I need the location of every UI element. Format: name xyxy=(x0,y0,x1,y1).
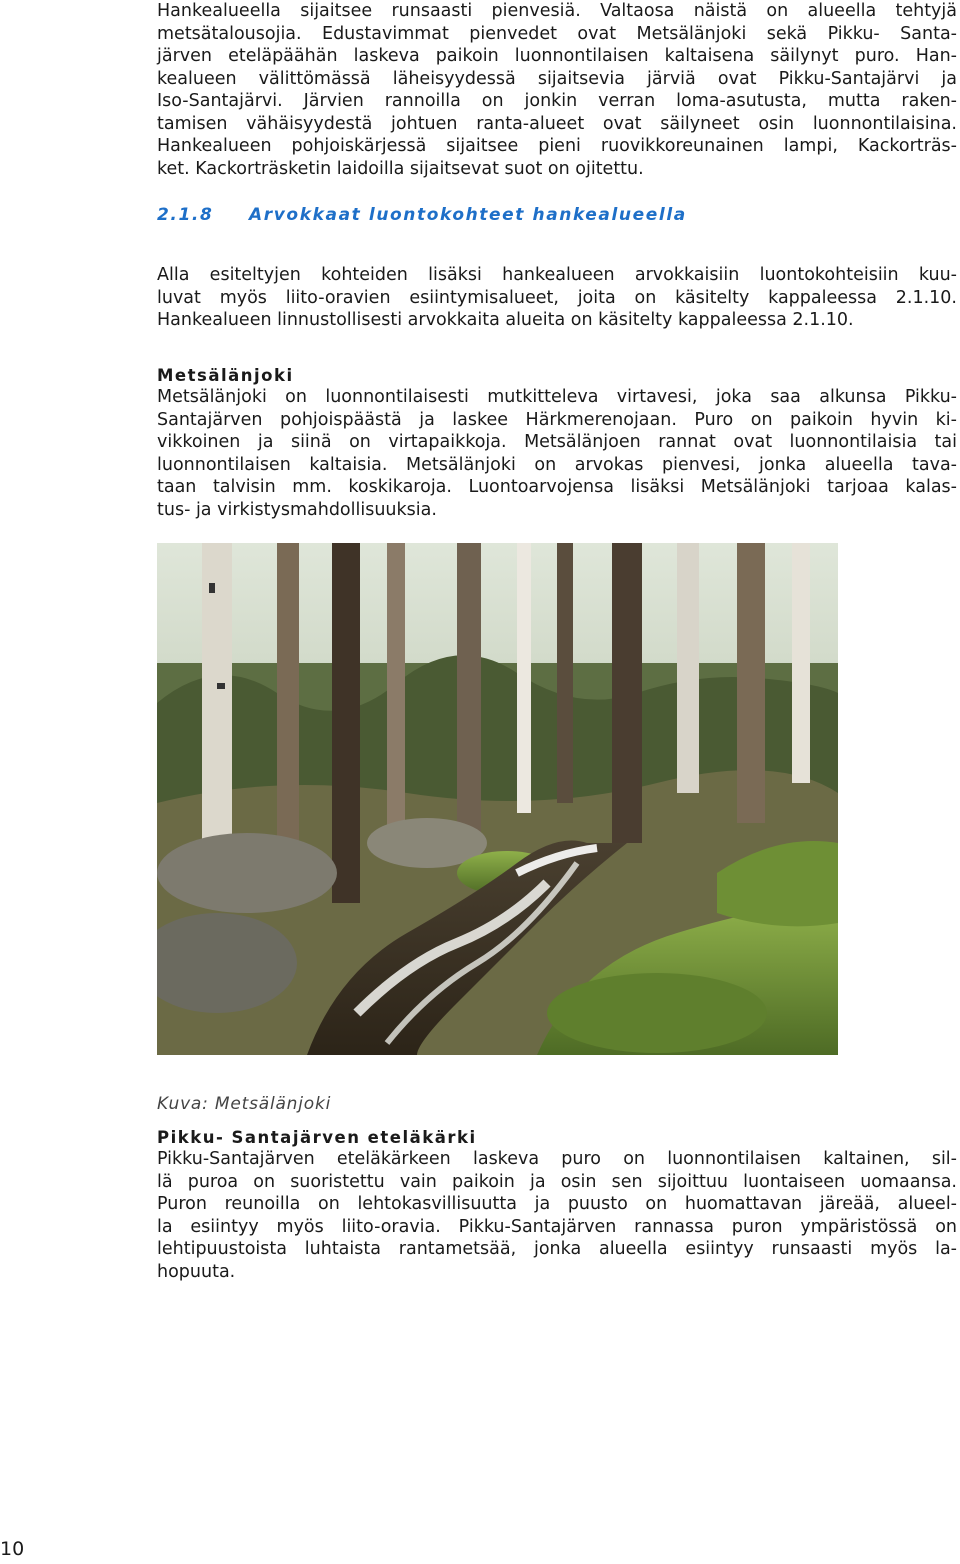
intro-line: ket. Kackorträsketin laidoilla sijaitsevat suot on ojitettu. xyxy=(157,158,644,179)
pikku-heading: Pikku- Santajärven eteläkärki xyxy=(157,1128,477,1147)
intro-line: järven eteläpäähän laskeva paikoin luonnontilaisen kaltaisena säilynyt puro. Han- xyxy=(157,46,957,66)
stream-photo xyxy=(157,543,838,1055)
pikku-line: hopuuta. xyxy=(157,1261,236,1282)
stream-photo-illustration xyxy=(157,543,838,1055)
metsalanjoki-paragraph xyxy=(157,386,957,521)
pikku-paragraph xyxy=(157,1148,957,1283)
intro-line: kealueen välittömässä läheisyydessä sijaitsevia järviä ovat Pikku-Santajärvi ja xyxy=(157,68,957,89)
intro-line: metsätalousojia. Edustavimmat pienvedet ovat Metsälänjoki sekä Pikku- Santa- xyxy=(157,23,957,44)
section-intro-line: Hankealueen linnustollisesti arvokkaita alueita on käsitelty kappaleessa 2.1.10. xyxy=(157,310,854,330)
intro-line: Hankealueella sijaitsee runsaasti pienvesiä. Valtaosa näistä on alueella tehtyjä xyxy=(157,1,957,21)
metsalanjoki-line: vikkoinen ja siinä on virtapaikkoja. Metsälänjoen rannat ovat luonnontilaisia tai xyxy=(157,432,957,452)
section-title: Arvokkaat luontokohteet hankealueella xyxy=(249,205,687,225)
intro-paragraph xyxy=(157,0,957,180)
section-intro-paragraph xyxy=(157,264,957,332)
metsalanjoki-line: luonnontilaisen kaltaisia. Metsälänjoki on arvokas pienvesi, jonka alueella tava- xyxy=(157,454,957,475)
metsalanjoki-line: taan talvisin mm. koskikaroja. Luontoarvojensa lisäksi Metsälänjoki tarjoaa kalas- xyxy=(157,477,957,497)
metsalanjoki-line: Metsälänjoki on luonnontilaisesti mutkitteleva virtavesi, joka saa alkunsa Pikku- xyxy=(157,387,957,407)
section-heading xyxy=(157,205,957,225)
section-intro-line: luvat myös liito-oravien esiintymisalueet, joita on käsitelty kappaleessa 2.1.10. xyxy=(157,287,957,308)
intro-line: tamisen vähäisyydestä johtuen ranta-alueet ovat säilyneet osin luonnontilaisina. xyxy=(157,113,957,134)
section-intro-line: Alla esiteltyjen kohteiden lisäksi hankealueen arvokkaisiin luontokohteisiin kuu- xyxy=(157,265,957,285)
metsalanjoki-line: tus- ja virkistysmahdollisuuksia. xyxy=(157,499,437,520)
section-number: 2.1.8 xyxy=(157,205,214,225)
metsalanjoki-heading: Metsälänjoki xyxy=(157,366,294,385)
metsalanjoki-line: Santajärven pohjoispäästä ja laskee Härkmerenojaan. Puro on paikoin hyvin ki- xyxy=(157,409,957,430)
pikku-line: lä puroa on suoristettu vain paikoin ja osin sen sijoittuu luontaiseen uomaansa. xyxy=(157,1171,957,1192)
page-number: 10 xyxy=(0,1538,25,1560)
pikku-line: Puron reunoilla on lehtokasvillisuutta ja puusto on huomattavan järeää, alueel- xyxy=(157,1194,957,1214)
photo-caption: Kuva: Metsälänjoki xyxy=(157,1094,332,1114)
pikku-line: la esiintyy myös liito-oravia. Pikku-Santajärven rannassa puron ympäristössä on xyxy=(157,1216,957,1237)
intro-line: Iso-Santajärvi. Järvien rannoilla on jonkin verran loma-asutusta, mutta raken- xyxy=(157,91,957,111)
intro-line: Hankealueen pohjoiskärjessä sijaitsee pieni ruovikkoreunainen lampi, Kackorträs- xyxy=(157,136,957,156)
pikku-line: lehtipuustoista luhtaista rantametsää, jonka alueella esiintyy runsaasti myös la- xyxy=(157,1239,957,1259)
pikku-line: Pikku-Santajärven eteläkärkeen laskeva puro on luonnontilaisen kaltainen, sil- xyxy=(157,1149,957,1169)
